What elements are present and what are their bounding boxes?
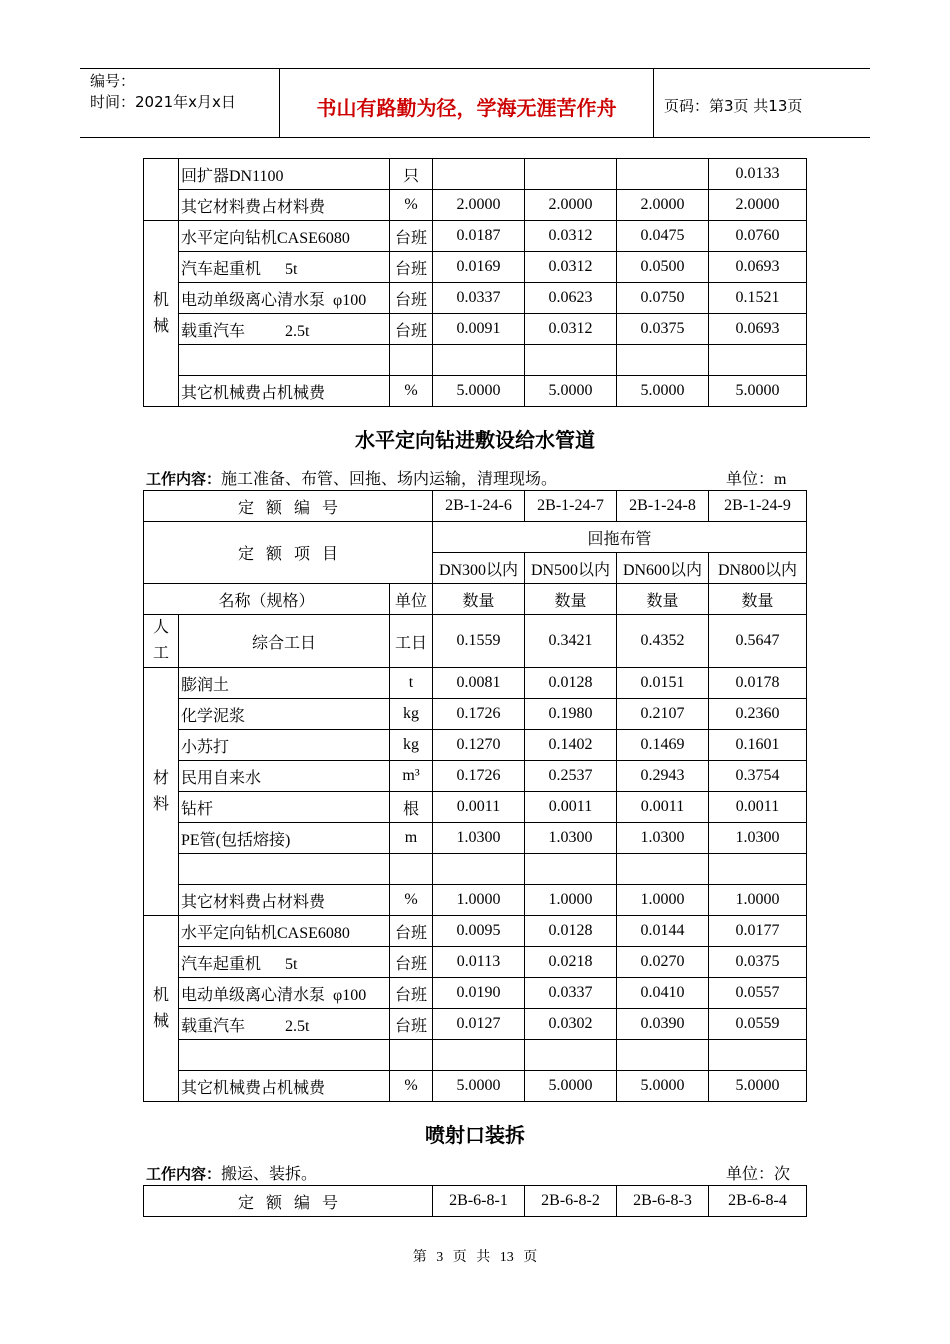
labor-category: 人工: [144, 615, 179, 668]
item-unit: 根: [390, 792, 433, 823]
item-value: 0.0390: [617, 1009, 709, 1040]
item-value: 0.0270: [617, 947, 709, 978]
item-value: 0.0011: [433, 792, 525, 823]
table-row: [144, 854, 807, 885]
item-value: 0.1726: [433, 699, 525, 730]
item-value: 0.0144: [617, 916, 709, 947]
item-unit: t: [390, 668, 433, 699]
item-unit: %: [390, 190, 433, 221]
item-value: 0.1521: [709, 283, 807, 314]
item-value: 1.0300: [709, 823, 807, 854]
item-value: 0.1402: [525, 730, 617, 761]
item-value: 0.0760: [709, 221, 807, 252]
table-row: [144, 947, 807, 978]
code-cell: 2B-6-8-1: [433, 1186, 525, 1217]
item-value: [525, 854, 617, 885]
table-row: [144, 376, 807, 407]
col-unit-header: 单位: [390, 584, 433, 615]
item-unit: 台班: [390, 314, 433, 345]
work-content: [146, 1161, 317, 1184]
table-row: [144, 916, 807, 947]
item-unit: [390, 345, 433, 376]
material-category: 材料: [144, 668, 179, 916]
table-continuation: [143, 158, 807, 407]
item-value: [525, 1040, 617, 1071]
item-value: [525, 159, 617, 190]
page-footer: 第 3 页 共 13 页: [412, 1250, 538, 1265]
item-name: 载重汽车 2.5t: [179, 314, 390, 345]
code-cell: 2B-1-24-8: [617, 491, 709, 522]
item-value: 0.1270: [433, 730, 525, 761]
time-label: 时间：2021年x月x日: [90, 93, 236, 111]
item-value: [433, 854, 525, 885]
item-value: 1.0000: [617, 885, 709, 916]
item-value: 0.3754: [709, 761, 807, 792]
table-row: [144, 699, 807, 730]
item-value: 0.0178: [709, 668, 807, 699]
item-value: 0.0410: [617, 978, 709, 1009]
col-name-header: 名称（规格）: [144, 584, 390, 615]
item-name: 小苏打: [179, 730, 390, 761]
item-value: 1.0000: [525, 885, 617, 916]
item-value: 0.0127: [433, 1009, 525, 1040]
item-unit: %: [390, 376, 433, 407]
item-name: [179, 854, 390, 885]
code-cell: 2B-6-8-3: [617, 1186, 709, 1217]
code-cell: 2B-1-24-9: [709, 491, 807, 522]
item-name: 化学泥浆: [179, 699, 390, 730]
labor-value: 0.5647: [709, 615, 807, 668]
item-value: 1.0000: [709, 885, 807, 916]
labor-value: 0.1559: [433, 615, 525, 668]
item-value: 0.0133: [709, 159, 807, 190]
item-value: 5.0000: [617, 1071, 709, 1102]
code-row: [144, 1186, 807, 1217]
item-value: 0.1726: [433, 761, 525, 792]
header-motto: 书山有路勤为径，学海无涯苦作舟: [280, 69, 654, 137]
item-value: 0.2107: [617, 699, 709, 730]
item-unit: 台班: [390, 283, 433, 314]
item-value: 5.0000: [525, 1071, 617, 1102]
table-row: [144, 314, 807, 345]
item-value: 0.0337: [433, 283, 525, 314]
item-value: 0.0113: [433, 947, 525, 978]
item-value: 0.0011: [617, 792, 709, 823]
item-value: 0.0312: [525, 252, 617, 283]
item-value: 0.0559: [709, 1009, 807, 1040]
item-value: 2.0000: [433, 190, 525, 221]
col-qty-header: 数量: [617, 584, 709, 615]
table-row: [144, 283, 807, 314]
item-value: 0.0693: [709, 314, 807, 345]
table-row: [144, 221, 807, 252]
item-name: 载重汽车 2.5t: [179, 1009, 390, 1040]
item-value: 0.0557: [709, 978, 807, 1009]
labor-name: 综合工日: [179, 615, 390, 668]
labor-value: 0.4352: [617, 615, 709, 668]
unit-label: 单位：次: [726, 1166, 791, 1183]
item-value: 0.2360: [709, 699, 807, 730]
section-title: 喷射口装拆: [425, 1123, 525, 1147]
quota-table-2: [143, 1185, 807, 1217]
code-row: [144, 491, 807, 522]
item-value: 0.0151: [617, 668, 709, 699]
code-label: 定 额 编 号: [144, 1186, 433, 1217]
item-name: 其它机械费占机械费: [179, 1071, 390, 1102]
item-name: 电动单级离心清水泵 φ100: [179, 283, 390, 314]
item-value: 0.0302: [525, 1009, 617, 1040]
item-value: 0.0375: [709, 947, 807, 978]
item-label: 定 额 项 目: [144, 522, 433, 584]
table-row: [144, 1009, 807, 1040]
item-unit: m³: [390, 761, 433, 792]
item-name: 膨润土: [179, 668, 390, 699]
table-row: [144, 885, 807, 916]
spec-cell: DN600以内: [617, 553, 709, 584]
item-value: 0.1469: [617, 730, 709, 761]
item-name: 钻杆: [179, 792, 390, 823]
item-name: 水平定向钻机CASE6080: [179, 221, 390, 252]
table-row: [144, 668, 807, 699]
item-unit: 台班: [390, 978, 433, 1009]
code-cell: 2B-6-8-4: [709, 1186, 807, 1217]
item-value: 1.0300: [433, 823, 525, 854]
item-value: 0.0623: [525, 283, 617, 314]
item-unit: %: [390, 1071, 433, 1102]
item-name: 其它材料费占材料费: [179, 190, 390, 221]
table-row: [144, 823, 807, 854]
labor-row: [144, 615, 807, 668]
code-cell: 2B-1-24-6: [433, 491, 525, 522]
item-unit: 台班: [390, 947, 433, 978]
item-unit: [390, 854, 433, 885]
machine-category: 机械: [144, 221, 179, 407]
table-row: [144, 159, 807, 190]
item-value: [617, 345, 709, 376]
table-row: [144, 1040, 807, 1071]
table-row: [144, 978, 807, 1009]
quota-table: [143, 490, 807, 1102]
item-name: 电动单级离心清水泵 φ100: [179, 978, 390, 1009]
item-name: 其它机械费占机械费: [179, 376, 390, 407]
item-value: 0.0375: [617, 314, 709, 345]
item-value: 0.0091: [433, 314, 525, 345]
item-value: [433, 1040, 525, 1071]
work-content-label: 工作内容：: [146, 470, 222, 488]
col-qty-header: 数量: [709, 584, 807, 615]
serial-label: 编号：: [90, 72, 136, 90]
item-unit: %: [390, 885, 433, 916]
item-value: [617, 1040, 709, 1071]
header-meta: [80, 69, 280, 137]
item-value: 0.0128: [525, 668, 617, 699]
spec-cell: DN300以内: [433, 553, 525, 584]
item-value: 0.0011: [709, 792, 807, 823]
item-value: 0.1601: [709, 730, 807, 761]
item-unit: 台班: [390, 1009, 433, 1040]
item-value: 0.0750: [617, 283, 709, 314]
item-value: 0.0190: [433, 978, 525, 1009]
item-value: 0.0312: [525, 221, 617, 252]
item-value: 0.1980: [525, 699, 617, 730]
item-value: 0.0312: [525, 314, 617, 345]
category-cell: [144, 159, 179, 221]
group-label: 回拖布管: [433, 522, 807, 553]
item-value: 0.2943: [617, 761, 709, 792]
table-row: [144, 792, 807, 823]
item-value: [525, 345, 617, 376]
item-unit: 台班: [390, 221, 433, 252]
unit-label: 单位：m: [726, 471, 787, 488]
item-value: 0.0011: [525, 792, 617, 823]
code-cell: 2B-1-24-7: [525, 491, 617, 522]
table-row: [144, 190, 807, 221]
section-title: 水平定向钻进敷设给水管道: [355, 428, 595, 452]
item-value: [709, 1040, 807, 1071]
item-value: 0.0475: [617, 221, 709, 252]
item-value: 1.0300: [525, 823, 617, 854]
item-unit: 台班: [390, 252, 433, 283]
item-name: 汽车起重机 5t: [179, 947, 390, 978]
item-name: 水平定向钻机CASE6080: [179, 916, 390, 947]
item-name: [179, 345, 390, 376]
item-value: [433, 159, 525, 190]
item-value: [709, 345, 807, 376]
item-unit: m: [390, 823, 433, 854]
item-value: 0.0128: [525, 916, 617, 947]
item-value: 0.0218: [525, 947, 617, 978]
work-content-text: 搬运、装拆。: [221, 1166, 318, 1183]
item-value: 0.0337: [525, 978, 617, 1009]
item-name: 汽车起重机 5t: [179, 252, 390, 283]
item-value: 0.2537: [525, 761, 617, 792]
work-content-text: 施工准备、布管、回拖、场内运输，清理现场。: [221, 471, 558, 488]
item-name: PE管(包括熔接): [179, 823, 390, 854]
item-unit: 台班: [390, 916, 433, 947]
col-qty-header: 数量: [433, 584, 525, 615]
item-unit: [390, 1040, 433, 1071]
spec-cell: DN500以内: [525, 553, 617, 584]
item-value: 2.0000: [525, 190, 617, 221]
work-content: [146, 466, 557, 489]
item-unit: 只: [390, 159, 433, 190]
item-name: 民用自来水: [179, 761, 390, 792]
item-value: [617, 854, 709, 885]
table-row: [144, 761, 807, 792]
item-row: [144, 522, 807, 553]
item-value: 0.0169: [433, 252, 525, 283]
item-value: 5.0000: [709, 1071, 807, 1102]
table-row: [144, 730, 807, 761]
item-value: 5.0000: [617, 376, 709, 407]
item-value: 5.0000: [433, 1071, 525, 1102]
table-row: [144, 252, 807, 283]
col-qty-header: 数量: [525, 584, 617, 615]
labor-unit: 工日: [390, 615, 433, 668]
item-value: 5.0000: [709, 376, 807, 407]
work-content-label: 工作内容：: [146, 1165, 222, 1183]
item-value: 1.0300: [617, 823, 709, 854]
table-row: [144, 345, 807, 376]
item-value: 0.0693: [709, 252, 807, 283]
item-value: 0.0187: [433, 221, 525, 252]
item-value: 0.0177: [709, 916, 807, 947]
item-value: [617, 159, 709, 190]
item-value: 2.0000: [709, 190, 807, 221]
item-value: [433, 345, 525, 376]
machine-category: 机械: [144, 916, 179, 1102]
item-value: 2.0000: [617, 190, 709, 221]
code-cell: 2B-6-8-2: [525, 1186, 617, 1217]
header-page-number: 页码：第3页 共13页: [664, 96, 803, 115]
spec-cell: DN800以内: [709, 553, 807, 584]
labor-value: 0.3421: [525, 615, 617, 668]
item-value: 0.0081: [433, 668, 525, 699]
item-unit: kg: [390, 730, 433, 761]
table-row: [144, 1071, 807, 1102]
column-header-row: [144, 584, 807, 615]
item-name: 其它材料费占材料费: [179, 885, 390, 916]
item-value: 1.0000: [433, 885, 525, 916]
code-label: 定 额 编 号: [144, 491, 433, 522]
item-value: 0.0500: [617, 252, 709, 283]
item-name: 回扩器DN1100: [179, 159, 390, 190]
page-header: [80, 68, 870, 138]
item-value: 5.0000: [433, 376, 525, 407]
item-value: [709, 854, 807, 885]
item-unit: kg: [390, 699, 433, 730]
item-value: 5.0000: [525, 376, 617, 407]
item-value: 0.0095: [433, 916, 525, 947]
item-name: [179, 1040, 390, 1071]
